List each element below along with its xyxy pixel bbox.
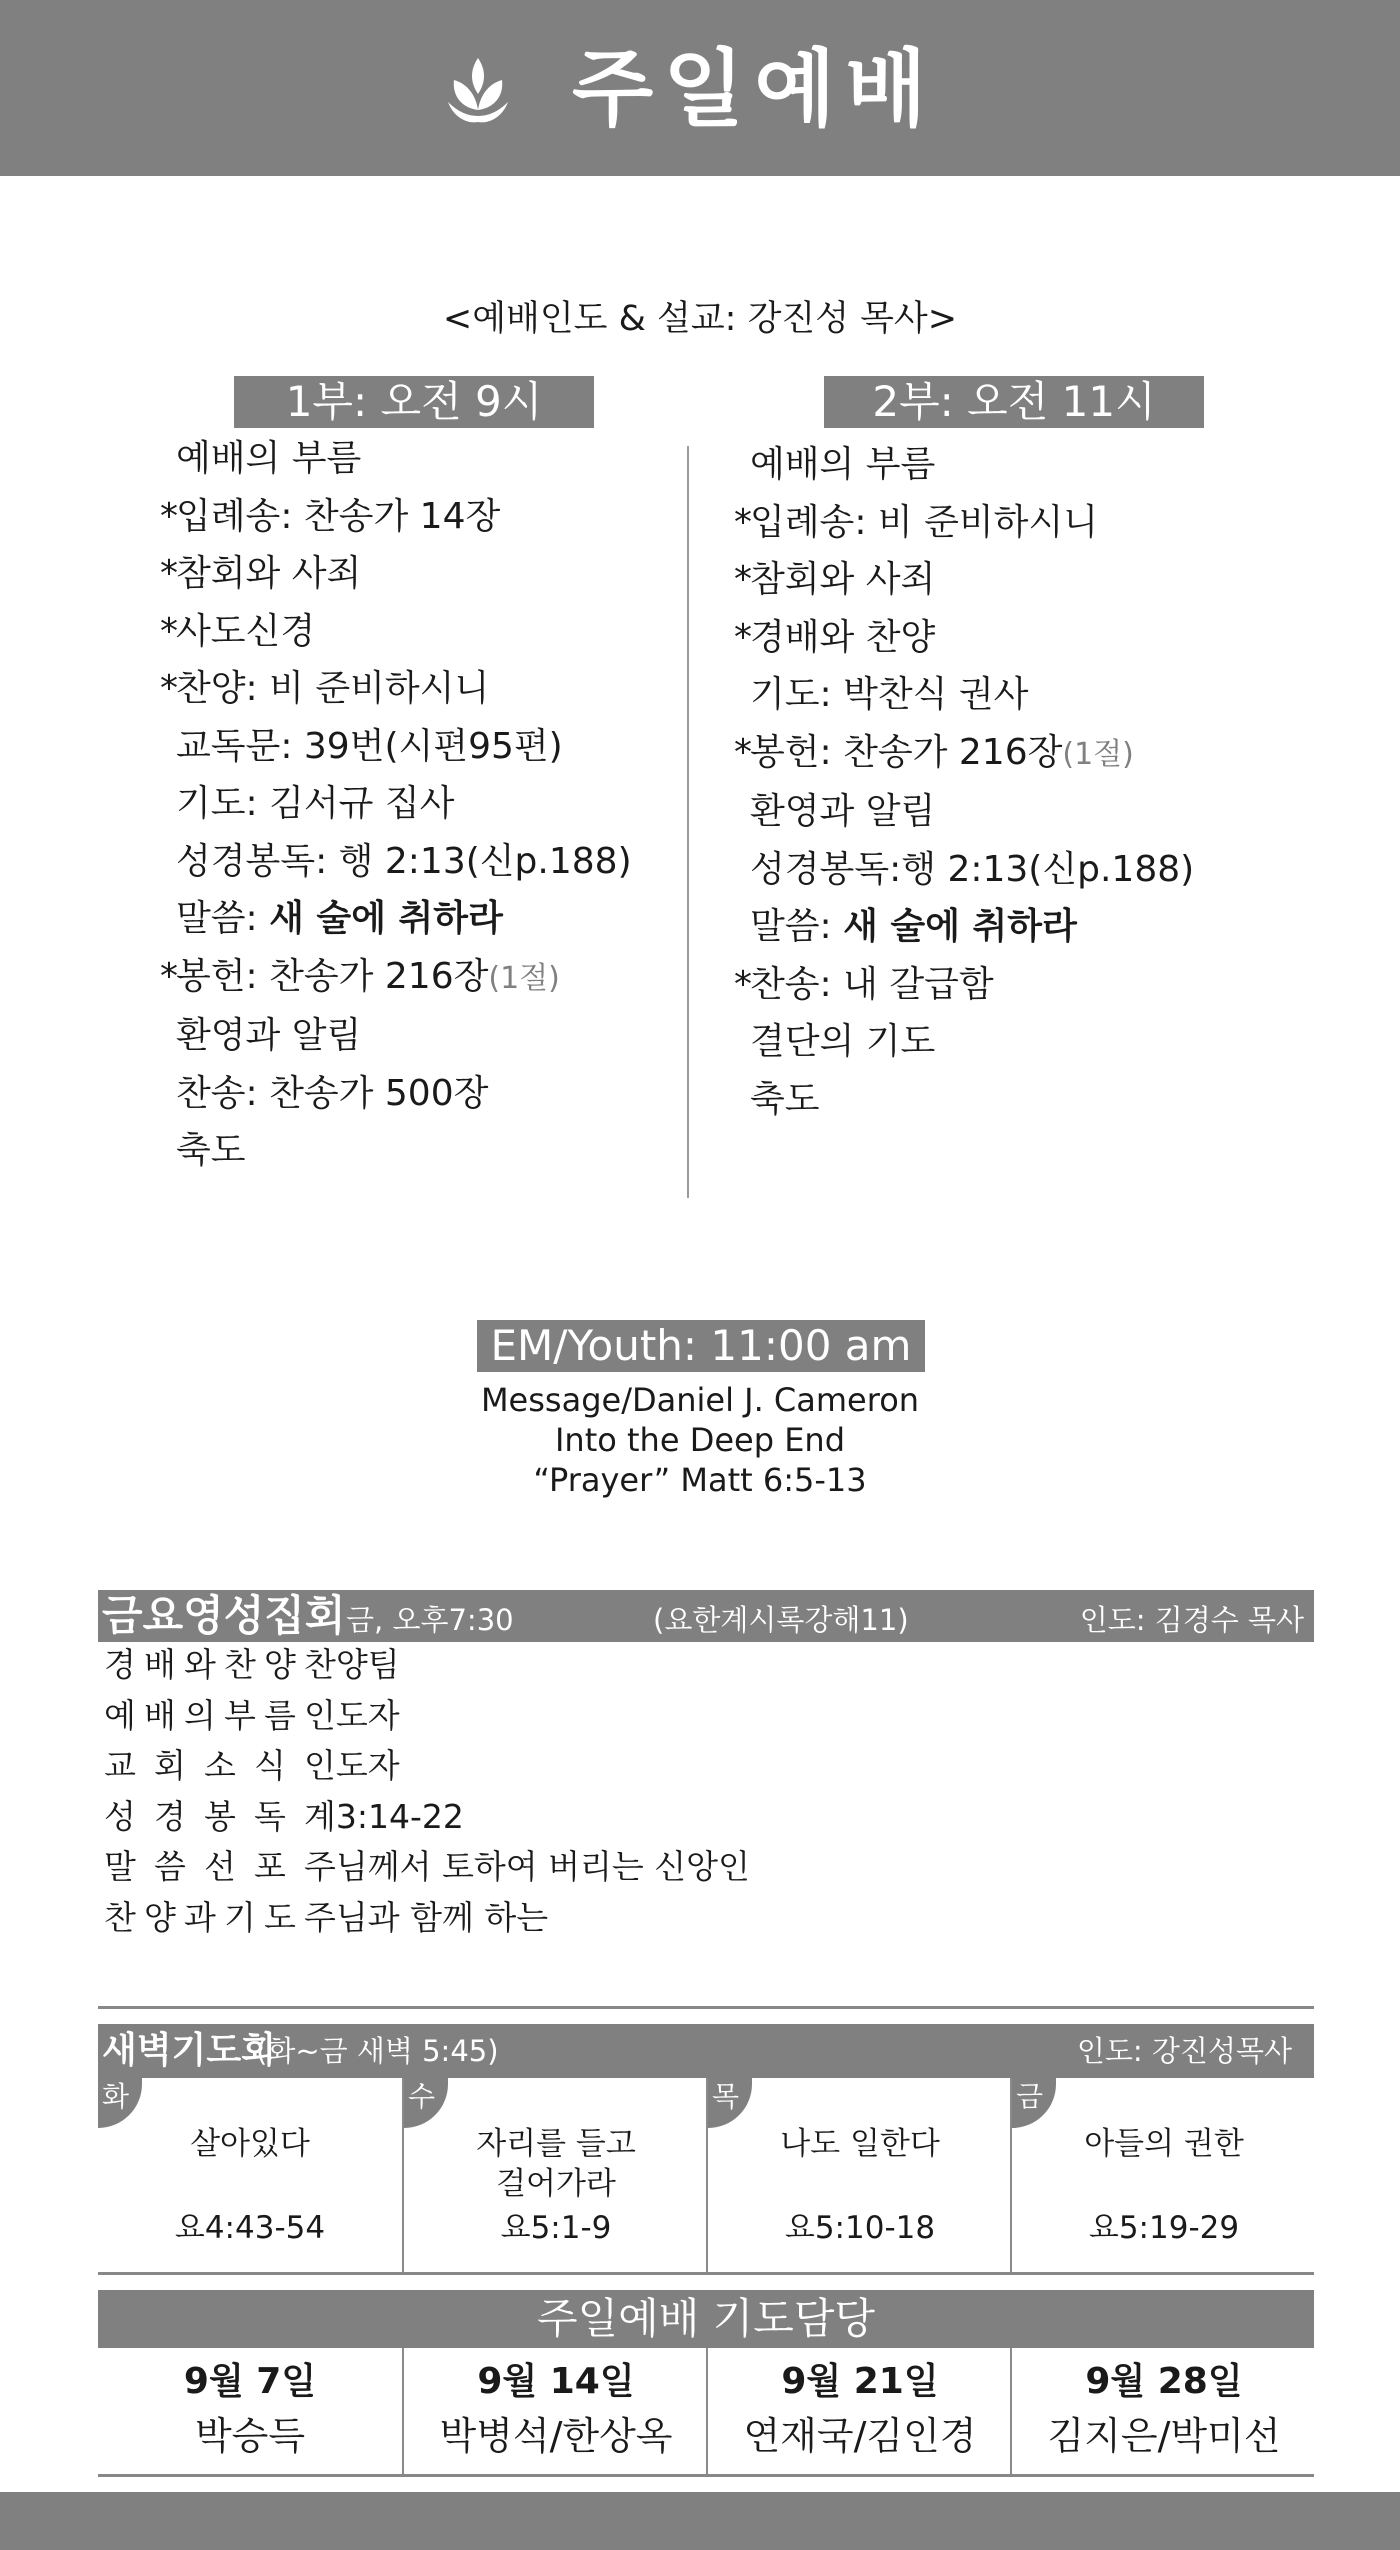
- star-mark: *: [160, 610, 178, 652]
- order-item: [734, 551, 1194, 609]
- star-mark: *: [160, 955, 178, 997]
- friday-series: (요한계시록강해11): [653, 1603, 909, 1637]
- order-item-text: 성경봉독: 행 2:13(신p.188): [176, 840, 632, 882]
- order-item: [734, 724, 1194, 784]
- friday-order-label: [104, 1691, 304, 1742]
- order-item: [160, 430, 632, 488]
- order-item: [734, 956, 1194, 1014]
- label-char: 부: [224, 1695, 256, 1735]
- label-char: 포: [254, 1847, 286, 1886]
- order-item: [160, 603, 632, 661]
- prayer-duty-grid: [98, 2348, 1314, 2474]
- star-mark: *: [734, 963, 752, 1005]
- sermon-title: 새 술에 취하라: [269, 898, 503, 939]
- prayer-duty-bar: 주일예배 기도담당: [98, 2290, 1314, 2348]
- order-item: [734, 666, 1194, 724]
- dawn-time: (화~금 새벽 5:45): [256, 2034, 499, 2068]
- em-line: Into the Deep End: [554, 1421, 845, 1459]
- prayer-duty-cell: [1010, 2348, 1316, 2474]
- order-item-text: 참회와 사죄: [750, 559, 936, 600]
- friday-leader: 인도: 김경수 목사: [1079, 1603, 1304, 1637]
- friday-service-bar: [98, 1590, 1314, 1642]
- friday-order-value: 계3:14-22: [304, 1796, 464, 1836]
- order-item: [160, 948, 632, 1008]
- label-char: 의: [184, 1695, 216, 1735]
- prayer-names: 김지은/박미선: [1047, 2414, 1281, 2458]
- label-char: 식: [254, 1746, 286, 1785]
- order-item-text: 축도: [176, 1130, 246, 1171]
- dawn-scripture-ref: 요4:43-54: [174, 2210, 326, 2246]
- dawn-title: 새벽기도회: [102, 2030, 276, 2071]
- prayer-names: 연재국/김인경: [743, 2414, 977, 2458]
- day-label: 목: [712, 2080, 740, 2113]
- day-tab: [404, 2078, 448, 2128]
- dawn-scripture-ref: 요5:10-18: [784, 2210, 936, 2246]
- label-char: 소: [204, 1746, 236, 1785]
- label-char: 도: [264, 1897, 296, 1937]
- dawn-schedule-grid: [98, 2078, 1314, 2272]
- friday-order-label: [104, 1640, 304, 1691]
- order-item: [734, 436, 1194, 494]
- order-item-text: 말씀:: [176, 898, 270, 939]
- order-item-text: 결단의 기도: [750, 1021, 936, 1062]
- dawn-scripture-ref: 요5:19-29: [1088, 2210, 1240, 2246]
- order-item-text: 입례송: 찬송가 14장: [176, 495, 501, 537]
- label-char: 양: [144, 1897, 176, 1937]
- friday-order-value: 찬양팀: [304, 1645, 400, 1684]
- star-mark: *: [160, 495, 178, 537]
- service1-header: [234, 376, 594, 428]
- friday-order-item: [104, 1792, 750, 1843]
- em-label: EM/Youth: [490, 1321, 683, 1370]
- dawn-sermon-title: 아들의 권한: [1084, 2126, 1244, 2162]
- service2-order-list: [734, 436, 1194, 1128]
- worship-leader-line: <예배인도 & 설교: 강진성 목사>: [442, 299, 958, 339]
- label-char: 예: [104, 1695, 136, 1735]
- day-tab: [98, 2078, 142, 2128]
- em-line: Message/Daniel J. Cameron: [480, 1381, 920, 1419]
- prayer-duty-cell: [402, 2348, 708, 2474]
- label-char: 말: [104, 1847, 136, 1886]
- star-mark: *: [734, 559, 752, 600]
- em-youth-header: [477, 1320, 925, 1372]
- star-mark: *: [734, 616, 752, 658]
- order-item-text: 경배와 찬양: [750, 616, 936, 658]
- prayer-names: 박병석/한상옥: [439, 2414, 673, 2458]
- prayer-date: 9월 21일: [781, 2361, 939, 2402]
- service1-time: : 오전 9시: [353, 377, 543, 426]
- label-char: 씀: [154, 1847, 186, 1886]
- service1-part: 1부: [285, 377, 353, 426]
- friday-order-value: 인도자: [304, 1746, 400, 1785]
- dawn-sermon-title: 나도 일한다: [780, 2126, 940, 2162]
- dawn-sermon-title: 살아있다: [190, 2126, 310, 2162]
- order-item-text: 참회와 사죄: [176, 553, 362, 594]
- order-item: [734, 1071, 1194, 1129]
- prayer-duty-cell: [706, 2348, 1012, 2474]
- verse-note: (1절): [488, 960, 560, 996]
- friday-order-label: [104, 1842, 304, 1893]
- order-item: [160, 660, 632, 718]
- star-mark: *: [734, 731, 752, 773]
- order-item: [160, 545, 632, 603]
- friday-order-value: 인도자: [304, 1695, 400, 1735]
- em-time: : 11:00 am: [682, 1321, 912, 1370]
- star-mark: *: [160, 668, 178, 709]
- star-mark: *: [160, 553, 178, 594]
- friday-order-item: [104, 1741, 750, 1792]
- label-char: 과: [184, 1897, 216, 1937]
- day-tab: [1012, 2078, 1056, 2128]
- order-item-text: 성경봉독:행 2:13(신p.188): [750, 848, 1195, 890]
- order-item-text: 환영과 알림: [750, 791, 936, 832]
- friday-order-label: [104, 1741, 304, 1792]
- dawn-sermon-title: 자리를 들고 걸어가라: [476, 2126, 636, 2202]
- service1-order-list: [160, 430, 632, 1180]
- order-item: [734, 783, 1194, 841]
- label-char: 독: [254, 1796, 286, 1836]
- order-item: [160, 488, 632, 546]
- prayer-names: 박승득: [194, 2414, 306, 2458]
- friday-order-item: [104, 1640, 750, 1691]
- label-char: 찬: [104, 1897, 136, 1937]
- sermon-title: 새 술에 취하라: [843, 906, 1077, 947]
- order-item-text: 찬양: 비 준비하시니: [176, 668, 490, 709]
- dawn-day-cell: [706, 2078, 1012, 2272]
- label-char: 선: [204, 1847, 236, 1886]
- label-char: 회: [154, 1746, 186, 1785]
- order-item: [160, 1065, 632, 1123]
- header-bar: [0, 0, 1400, 176]
- label-char: 찬: [224, 1645, 256, 1684]
- dawn-leader: 인도: 강진성목사: [1076, 2034, 1292, 2068]
- prayer-date: 9월 28일: [1085, 2361, 1243, 2402]
- order-item-text: 말씀:: [750, 906, 844, 947]
- day-label: 화: [102, 2080, 130, 2113]
- day-label: 금: [1016, 2080, 1044, 2113]
- friday-order-value: 주님께서 토하여 버리는 신앙인: [304, 1847, 750, 1886]
- verse-note: (1절): [1062, 736, 1134, 772]
- label-char: 성: [104, 1796, 136, 1836]
- order-item: [160, 890, 632, 948]
- label-char: 기: [224, 1897, 256, 1937]
- order-item-text: 축도: [750, 1078, 820, 1120]
- order-item: [160, 833, 632, 891]
- label-char: 와: [184, 1645, 216, 1684]
- order-item: [160, 1007, 632, 1065]
- footer-bar: [0, 2492, 1400, 2550]
- service2-header: [824, 376, 1204, 428]
- friday-order-list: [104, 1640, 750, 1943]
- day-tab: [708, 2078, 752, 2128]
- dawn-day-cell: [1010, 2078, 1316, 2272]
- day-label: 수: [408, 2080, 436, 2113]
- label-char: 경: [104, 1645, 136, 1684]
- divider: [98, 2272, 1314, 2275]
- dawn-day-cell: [98, 2078, 402, 2272]
- divider: [98, 2006, 1314, 2009]
- label-char: 봉: [204, 1796, 236, 1836]
- label-char: 경: [154, 1796, 186, 1836]
- label-char: 양: [264, 1645, 296, 1684]
- friday-order-value: 주님과 함께 하는: [304, 1897, 549, 1937]
- order-item: [160, 1122, 632, 1180]
- dawn-scripture-ref: 요5:1-9: [500, 2210, 612, 2246]
- order-item-text: 기도: 김서규 집사: [176, 783, 455, 824]
- order-item: [160, 775, 632, 833]
- order-item-text: 봉헌: 찬송가 216장: [176, 955, 489, 997]
- prayer-date: 9월 14일: [477, 2361, 635, 2402]
- order-item-text: 교독문: 39번(시편95편): [176, 725, 563, 767]
- dawn-day-cell: [402, 2078, 708, 2272]
- em-line: “Prayer” Matt 6:5-13: [533, 1461, 867, 1499]
- label-char: 교: [104, 1746, 136, 1785]
- label-char: 름: [264, 1695, 296, 1735]
- dawn-prayer-bar: [98, 2024, 1314, 2078]
- star-mark: *: [734, 501, 752, 543]
- prayer-duty-cell: [98, 2348, 402, 2474]
- order-item-text: 기도: 박찬식 권사: [750, 674, 1029, 715]
- order-item: [734, 898, 1194, 956]
- friday-order-label: [104, 1893, 304, 1944]
- order-item: [734, 609, 1194, 667]
- label-char: 배: [144, 1645, 176, 1684]
- order-item-text: 환영과 알림: [176, 1015, 362, 1056]
- divider: [98, 2474, 1314, 2477]
- service2-part: 2부: [872, 377, 940, 426]
- column-divider: [687, 446, 689, 1198]
- order-item-text: 찬송: 내 갈급함: [750, 963, 994, 1005]
- order-item: [734, 1013, 1194, 1071]
- label-char: 배: [144, 1695, 176, 1735]
- order-item-text: 예배의 부름: [176, 438, 362, 479]
- friday-time: 금, 오후7:30: [346, 1603, 514, 1637]
- page-title: 주일예배: [572, 40, 937, 138]
- order-item-text: 봉헌: 찬송가 216장: [750, 731, 1063, 773]
- em-message-block: [0, 1380, 1400, 1500]
- friday-order-item: [104, 1842, 750, 1893]
- friday-order-label: [104, 1792, 304, 1843]
- order-item: [734, 494, 1194, 552]
- service2-time: : 오전 11시: [939, 377, 1156, 426]
- order-item-text: 예배의 부름: [750, 444, 936, 485]
- prayer-date: 9월 7일: [183, 2361, 317, 2402]
- order-item: [734, 841, 1194, 899]
- flame-leaf-icon: [440, 52, 516, 128]
- order-item-text: 찬송: 찬송가 500장: [176, 1072, 489, 1114]
- friday-title: 금요영성집회: [102, 1591, 346, 1640]
- order-item-text: 사도신경: [176, 610, 316, 652]
- order-item: [160, 718, 632, 776]
- order-item-text: 입례송: 비 준비하시니: [750, 501, 1098, 543]
- friday-order-item: [104, 1893, 750, 1944]
- friday-order-item: [104, 1691, 750, 1742]
